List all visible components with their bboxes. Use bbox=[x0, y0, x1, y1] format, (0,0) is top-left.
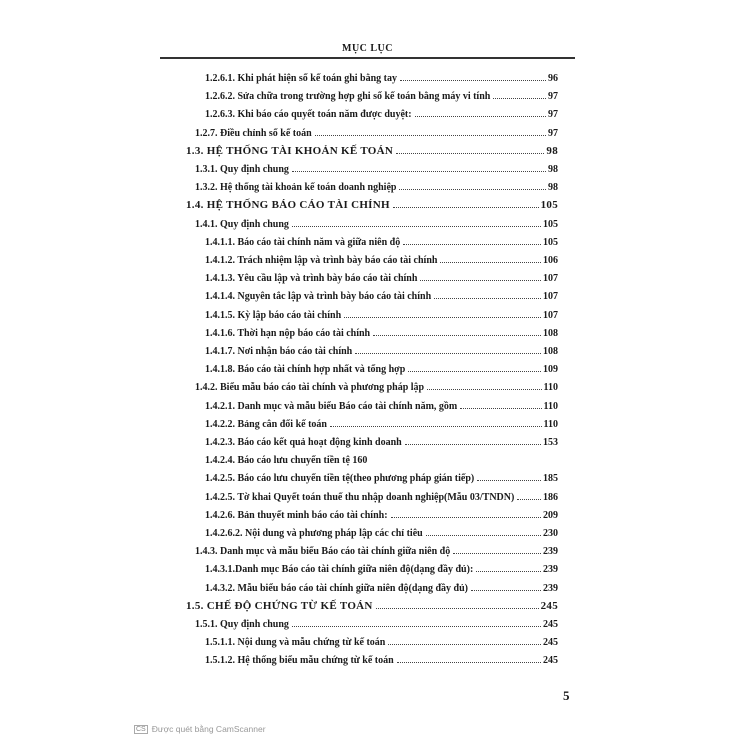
toc-entry-page: 105 bbox=[543, 236, 558, 248]
toc-entry-title: 1.5.1. Quy định chung bbox=[195, 619, 289, 630]
dot-leader bbox=[493, 98, 546, 99]
dot-leader bbox=[393, 207, 539, 208]
toc-entry-page: 245 bbox=[543, 655, 558, 667]
toc-entry-page: 105 bbox=[540, 199, 558, 212]
toc-entry-page: 209 bbox=[543, 509, 558, 521]
toc-entry bbox=[195, 539, 558, 557]
toc-entry bbox=[205, 630, 558, 648]
toc-entry-title: 1.4.3. Danh mục và mẫu biểu Báo cáo tài chính giữa niên độ bbox=[195, 546, 451, 558]
dot-leader bbox=[415, 116, 546, 117]
toc-entry-title: 1.4.2.1. Danh mục và mẫu biểu Báo cáo tài chính năm, gồm bbox=[205, 400, 458, 412]
toc-entry-title: 1.4.1.3. Yêu cầu lập và trình bày báo cáo tài chính bbox=[205, 273, 418, 285]
toc-entry bbox=[186, 139, 558, 157]
dot-leader bbox=[396, 153, 544, 154]
toc-entry bbox=[205, 339, 558, 357]
dot-leader bbox=[292, 626, 541, 627]
dot-leader bbox=[460, 408, 541, 409]
toc-entry-title: 1.4.1.6. Thời hạn nộp báo cáo tài chính bbox=[205, 327, 371, 339]
toc-entry bbox=[205, 230, 558, 248]
toc-entry bbox=[205, 430, 558, 448]
toc-entry-page: 97 bbox=[548, 109, 558, 121]
dot-leader bbox=[344, 317, 541, 318]
toc-entry-title: 1.4.3.1.Danh mục Báo cáo tài chính giữa niên độ(dạng đầy đủ): bbox=[205, 564, 474, 576]
toc-entry bbox=[195, 121, 558, 139]
toc-entry bbox=[205, 557, 558, 575]
dot-leader bbox=[427, 389, 541, 390]
toc-entry-title: 1.5.1.1. Nội dung và mẫu chứng từ kế toán bbox=[205, 637, 386, 649]
toc-entry bbox=[205, 303, 558, 321]
toc-entry-title: 1.4. HỆ THỐNG BÁO CÁO TÀI CHÍNH bbox=[186, 199, 390, 212]
toc-entry-page: 110 bbox=[543, 382, 558, 394]
toc-entry-page: 107 bbox=[543, 291, 558, 303]
toc-entry-title: 1.4.1.5. Kỳ lập báo cáo tài chính bbox=[205, 309, 342, 321]
toc-entry-title: 1.3. HỆ THỐNG TÀI KHOẢN KẾ TOÁN bbox=[186, 144, 394, 157]
dot-leader bbox=[400, 80, 546, 81]
toc-entry-page: 97 bbox=[548, 127, 558, 139]
toc-entry bbox=[195, 157, 558, 175]
toc-entry-title: 1.3.2. Hệ thống tài khoản kế toán doanh nghiệp bbox=[195, 182, 397, 194]
toc-entry-title: 1.4.2.5. Báo cáo lưu chuyển tiền tệ(theo phương pháp gián tiếp) bbox=[205, 473, 475, 485]
camscanner-logo-icon: CS bbox=[136, 725, 146, 733]
toc-entry-title: 1.3.1. Quy định chung bbox=[195, 164, 289, 175]
toc-entry bbox=[205, 84, 558, 102]
page-header-title: MỤC LỤC bbox=[342, 43, 393, 54]
toc-entry bbox=[205, 357, 558, 375]
toc-entry-page: 98 bbox=[548, 164, 558, 175]
toc-entry-page: 98 bbox=[546, 144, 558, 157]
toc-entry bbox=[205, 321, 558, 339]
watermark-text: Được quét bằng CamScanner bbox=[151, 724, 266, 734]
dot-leader bbox=[476, 571, 541, 572]
header-rule bbox=[160, 57, 575, 59]
toc-entry-title: 1.4.2.3. Báo cáo kết quả hoạt động kinh doanh bbox=[205, 437, 402, 448]
toc-entry-page: 106 bbox=[543, 255, 558, 266]
toc-entry-title: 1.4.2.5. Tờ khai Quyết toán thuế thu nhập doanh nghiệp(Mẫu 03/TNDN) bbox=[205, 491, 515, 503]
toc-entry-title: 1.2.6.2. Sửa chữa trong trường hợp ghi sổ kế toán bằng máy vi tính bbox=[205, 91, 491, 103]
dot-leader bbox=[403, 244, 541, 245]
toc-entry-page: 153 bbox=[543, 437, 558, 448]
toc-entry bbox=[205, 248, 558, 266]
toc-entry bbox=[186, 594, 558, 612]
toc-entry bbox=[205, 284, 558, 302]
toc-entry-page: 239 bbox=[543, 582, 558, 594]
toc-entry bbox=[205, 102, 558, 120]
dot-leader bbox=[391, 517, 541, 518]
dot-leader bbox=[408, 371, 541, 372]
toc-entry-page: 186 bbox=[543, 491, 558, 503]
toc-entry-title: 1.5.1.2. Hệ thống biểu mẫu chứng từ kế toán bbox=[205, 655, 394, 667]
toc-entry-title: 1.2.7. Điều chỉnh sổ kế toán bbox=[195, 127, 312, 139]
toc-entry bbox=[195, 212, 558, 230]
dot-leader bbox=[376, 608, 539, 609]
dot-leader bbox=[471, 590, 541, 591]
toc-entry-title: 1.5. CHẾ ĐỘ CHỨNG TỪ KẾ TOÁN bbox=[186, 599, 373, 612]
toc-entry-page: 109 bbox=[543, 364, 558, 376]
dot-leader bbox=[426, 535, 541, 536]
dot-leader bbox=[355, 353, 541, 354]
toc-entry-title: 1.4.2.6.2. Nội dung và phương pháp lập các chỉ tiêu bbox=[205, 528, 423, 539]
toc-entry-title: 1.4.1.8. Báo cáo tài chính hợp nhất và tổng hợp bbox=[205, 364, 406, 376]
dot-leader bbox=[292, 171, 546, 172]
toc-entry bbox=[205, 266, 558, 284]
toc-entry-title: 1.2.6.1. Khi phát hiện sổ kế toán ghi bằng tay bbox=[205, 73, 397, 84]
toc-entry bbox=[205, 521, 558, 539]
toc-entry-page: 105 bbox=[543, 218, 558, 230]
toc-entry-page: 185 bbox=[543, 473, 558, 485]
dot-leader bbox=[373, 335, 541, 336]
toc-entry bbox=[205, 466, 558, 484]
dot-leader bbox=[330, 426, 542, 427]
toc-entry-title: 1.4.1.4. Nguyên tắc lập và trình bày báo cáo tài chính bbox=[205, 291, 432, 303]
toc-entry-title: 1.4.1.1. Báo cáo tài chính năm và giữa niên độ bbox=[205, 236, 401, 248]
toc-entry-title: 1.4.2. Biểu mẫu báo cáo tài chính và phương pháp lập bbox=[195, 382, 425, 394]
dot-leader bbox=[420, 280, 541, 281]
toc-entry bbox=[205, 412, 558, 430]
dot-leader bbox=[517, 499, 541, 500]
dot-leader bbox=[388, 644, 541, 645]
toc-entry-page: 107 bbox=[543, 273, 558, 285]
dot-leader bbox=[399, 189, 546, 190]
dot-leader bbox=[434, 298, 541, 299]
toc-entry bbox=[205, 576, 558, 594]
dot-leader bbox=[453, 553, 541, 554]
toc-entry bbox=[186, 193, 558, 211]
toc-entry bbox=[205, 648, 558, 666]
toc-entry-title: 1.4.2.6. Bản thuyết minh báo cáo tài chính: bbox=[205, 509, 388, 521]
toc-entry-title: 1.4.3.2. Mẫu biểu báo cáo tài chính giữa niên độ(dạng đầy đủ) bbox=[205, 582, 468, 594]
toc-entry-title: 1.4.2.4. Báo cáo lưu chuyển tiền tệ 160 bbox=[205, 455, 368, 467]
toc-entry-page: 97 bbox=[548, 91, 558, 103]
toc-entry-page: 108 bbox=[543, 346, 558, 357]
toc-entry bbox=[205, 394, 558, 412]
toc-entry-page: 108 bbox=[543, 327, 558, 339]
toc-entry-title: 1.4.2.2. Bảng cân đối kế toán bbox=[205, 418, 327, 430]
toc-entry-page: 110 bbox=[543, 418, 558, 430]
toc-entry bbox=[205, 66, 558, 84]
toc-entry-title: 1.4.1.2. Trách nhiệm lập và trình bày báo cáo tài chính bbox=[205, 255, 438, 266]
toc-entry-title: 1.2.6.3. Khi báo cáo quyết toán năm được duyệt: bbox=[205, 109, 412, 121]
dot-leader bbox=[315, 135, 546, 136]
toc-entry bbox=[205, 485, 558, 503]
dot-leader bbox=[440, 262, 541, 263]
camscanner-watermark bbox=[134, 724, 266, 734]
toc-entry-title: 1.4.1.7. Nơi nhận báo cáo tài chính bbox=[205, 346, 353, 357]
toc-entry bbox=[195, 612, 558, 630]
toc-entry-page: 96 bbox=[548, 73, 558, 84]
dot-leader bbox=[292, 226, 541, 227]
toc-entry-page: 245 bbox=[540, 599, 558, 612]
toc-entry-page: 245 bbox=[543, 637, 558, 649]
toc-entry bbox=[195, 375, 558, 393]
toc-entry-title: 1.4.1. Quy định chung bbox=[195, 218, 289, 230]
toc-entry-page: 110 bbox=[543, 400, 558, 412]
page-number: 5 bbox=[563, 688, 570, 703]
toc-entry-page: 239 bbox=[543, 564, 558, 576]
toc-entry-page: 239 bbox=[543, 546, 558, 558]
dot-leader bbox=[397, 662, 541, 663]
toc-entry bbox=[205, 448, 558, 466]
toc-entry-page: 245 bbox=[543, 619, 558, 630]
toc-entry-page: 230 bbox=[543, 528, 558, 539]
toc-entry-page: 98 bbox=[548, 182, 558, 194]
toc-entry bbox=[195, 175, 558, 193]
toc-entry-page: 107 bbox=[543, 309, 558, 321]
toc-entry bbox=[205, 503, 558, 521]
dot-leader bbox=[477, 480, 541, 481]
dot-leader bbox=[405, 444, 541, 445]
